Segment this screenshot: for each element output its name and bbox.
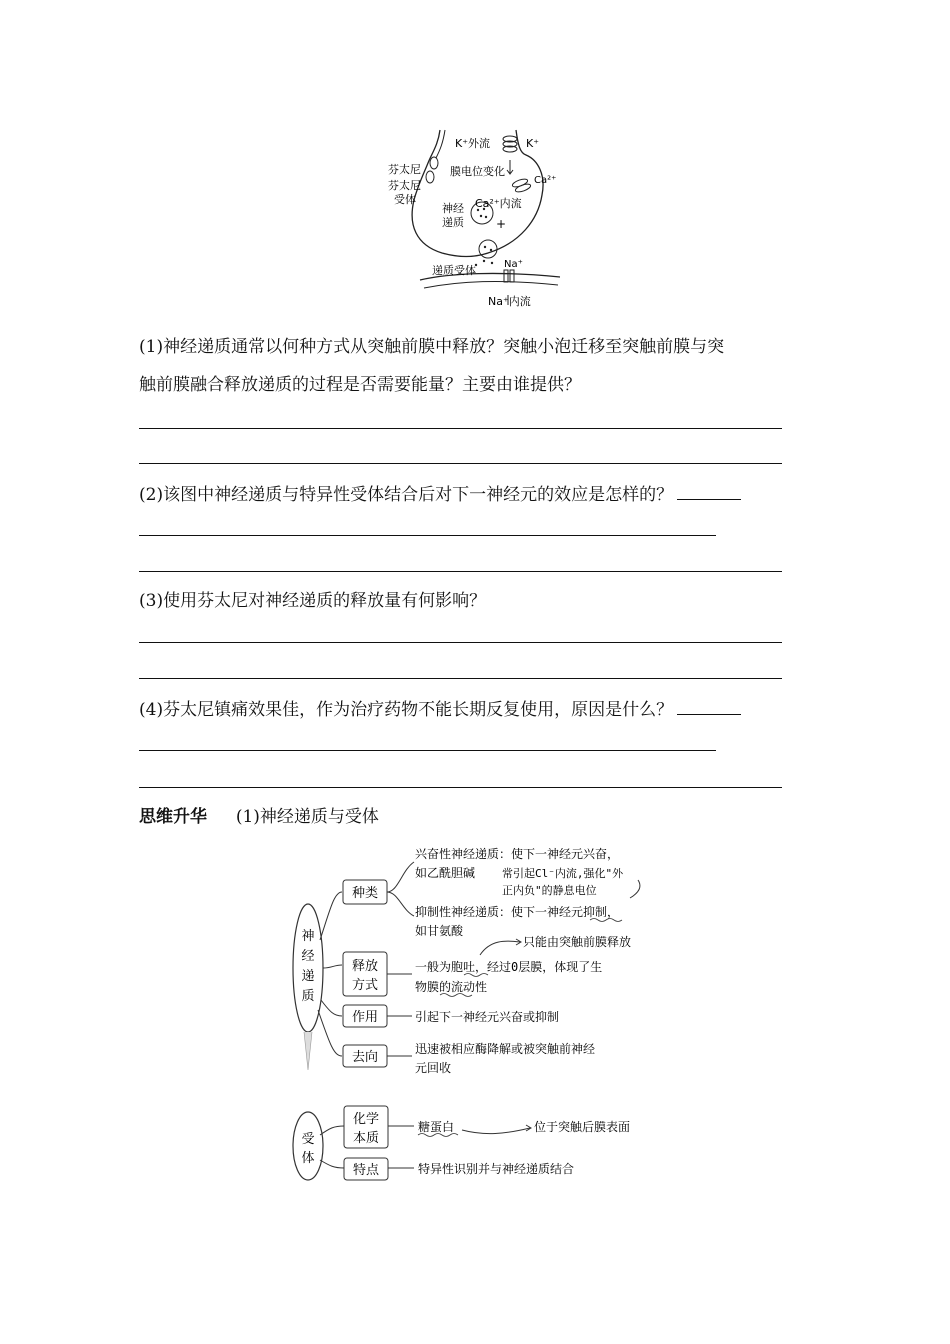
answer-line[interactable] bbox=[139, 750, 716, 751]
synapse-diagram bbox=[380, 125, 580, 315]
question-4 bbox=[139, 696, 741, 722]
answer-blank[interactable] bbox=[677, 481, 741, 500]
inhib-text-2: 如甘氨酸 bbox=[415, 924, 464, 938]
k-efflux-label: K⁺外流 bbox=[455, 137, 491, 150]
question-4-text: (4)芬太尼镇痛效果佳，作为治疗药物不能长期反复使用，原因是什么？ bbox=[139, 700, 674, 720]
question-2-text: (2)该图中神经递质与特异性受体结合后对下一神经元的效应是怎样的？ bbox=[139, 485, 674, 505]
root-char-2: 体 bbox=[301, 1151, 315, 1166]
root-char-3: 递 bbox=[301, 969, 315, 984]
root-char-1: 受 bbox=[301, 1132, 315, 1147]
answer-line[interactable] bbox=[139, 678, 782, 679]
k-ion-label: K⁺ bbox=[526, 137, 540, 150]
feature-text: 特异性识别并与神经递质结合 bbox=[418, 1162, 575, 1176]
neurotransmitter-label-1: 神经 bbox=[442, 202, 464, 215]
ca-influx-label: Ca²⁺内流 bbox=[475, 197, 522, 210]
function-text: 引起下一神经元兴奋或抑制 bbox=[415, 1010, 560, 1024]
answer-line[interactable] bbox=[139, 571, 782, 572]
membrane-change-label: 膜电位变化 bbox=[450, 165, 505, 178]
mindmap-receptor bbox=[290, 1100, 670, 1190]
fentanyl-receptor-label-2: 受体 bbox=[394, 193, 416, 206]
location-text: 位于突触后膜表面 bbox=[534, 1120, 631, 1134]
question-1-line-1: (1)神经递质通常以何种方式从突触前膜中释放？突触小泡迁移至突触前膜与突 bbox=[139, 337, 725, 357]
nature-text: 糖蛋白 bbox=[418, 1120, 455, 1134]
branch-nature-label-2: 本质 bbox=[352, 1131, 380, 1146]
neurotransmitter-label-2: 递质 bbox=[442, 216, 464, 229]
inhib-text-1: 抑制性神经递质：使下一神经元抑制， bbox=[415, 905, 620, 919]
answer-line[interactable] bbox=[139, 428, 782, 429]
answer-line[interactable] bbox=[139, 642, 782, 643]
excit-text-1: 兴奋性神经递质：使下一神经元兴奋， bbox=[415, 847, 620, 861]
question-2 bbox=[139, 481, 741, 507]
section-label: 思维升华 bbox=[139, 807, 207, 827]
plus-label: + bbox=[496, 217, 507, 231]
answer-line[interactable] bbox=[139, 787, 782, 788]
root-char-2: 经 bbox=[301, 949, 315, 964]
na-ion-label: Na⁺ bbox=[504, 259, 523, 270]
question-3: (3)使用芬太尼对神经递质的释放量有何影响？ bbox=[139, 591, 487, 611]
transmitter-receptor-label: 递质受体 bbox=[432, 264, 476, 277]
fate-text-2: 元回收 bbox=[415, 1061, 452, 1075]
section-subtitle: (1)神经递质与受体 bbox=[235, 807, 379, 827]
release-note: 只能由突触前膜释放 bbox=[523, 935, 632, 949]
branch-category-label: 种类 bbox=[351, 886, 379, 901]
branch-fate-label: 去向 bbox=[351, 1050, 379, 1065]
excit-text-2: 如乙酰胆碱 bbox=[415, 866, 476, 880]
branch-feature-label: 特点 bbox=[352, 1163, 380, 1178]
answer-line[interactable] bbox=[139, 535, 716, 536]
answer-line[interactable] bbox=[139, 463, 782, 464]
question-1-line-2: 触前膜融合释放递质的过程是否需要能量？主要由谁提供？ bbox=[139, 375, 581, 395]
branch-release-label-1: 释放 bbox=[351, 959, 379, 974]
mindmap-neurotransmitter bbox=[290, 840, 670, 1090]
branch-nature-label-1: 化学 bbox=[352, 1112, 380, 1127]
ca-ion-label: Ca²⁺ bbox=[534, 175, 557, 186]
fentanyl-label: 芬太尼 bbox=[388, 163, 421, 176]
root-char-1: 神 bbox=[301, 929, 315, 944]
release-text-2: 物膜的流动性 bbox=[415, 980, 488, 994]
section-heading bbox=[139, 805, 379, 829]
fentanyl-receptor-label-1: 芬太尼 bbox=[388, 179, 421, 192]
branch-release-label-2: 方式 bbox=[351, 978, 379, 993]
root-char-4: 质 bbox=[301, 989, 315, 1004]
answer-blank[interactable] bbox=[677, 696, 741, 715]
cl-note-1: 常引起Cl⁻内流,强化"外 bbox=[502, 867, 624, 880]
fate-text-1: 迅速被相应酶降解或被突触前神经 bbox=[415, 1042, 596, 1056]
cl-note-2: 正内负"的静息电位 bbox=[502, 884, 597, 897]
release-text-1: 一般为胞吐，经过0层膜，体现了生 bbox=[415, 960, 603, 974]
branch-function-label: 作用 bbox=[351, 1010, 379, 1025]
na-influx-label: Na⁺内流 bbox=[488, 295, 531, 308]
